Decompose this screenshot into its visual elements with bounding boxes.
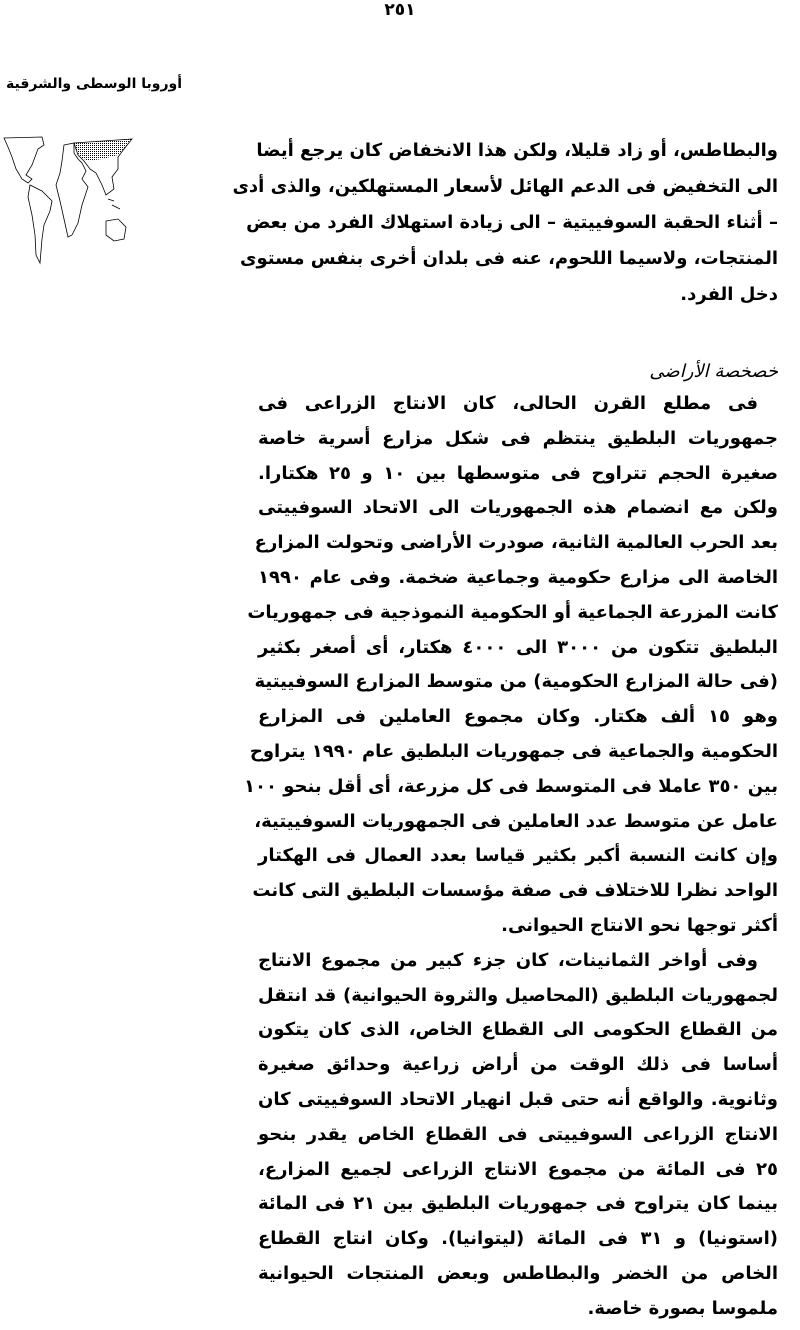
text-line: الحكومية والجماعية فى جمهوريات البلطيق عام ١٩٩٠ يتراوح [249, 740, 778, 762]
text-line: لجمهوريات البلطيق (المحاصيل والثروة الحيوانية) قد انتقل [258, 984, 778, 1006]
page-number: ٢٥١ [384, 0, 416, 20]
text-line: الواحد نظرا للاختلاف فى صفة مؤسسات البلطيق التى كانت [252, 880, 778, 902]
text-line: الخاصة الى مزارع حكومية وجماعية ضخمة. وفى عام ١٩٩٠ [258, 566, 778, 588]
text-line: صغيرة الحجم تتراوح فى متوسطها بين ١٠ و ٢٥ هكتارا. [258, 462, 778, 484]
text-line: (استونيا) و ٣١ فى المائة (ليتوانيا). وكان انتاج القطاع [258, 1228, 778, 1250]
text-line: المنتجات، ولاسيما اللحوم، عنه فى بلدان أخرى بنفس مستوى [239, 248, 778, 269]
text-line: بعد الحرب العالمية الثانية، صودرت الأراضى وتحولت المزارع [254, 532, 778, 554]
text-line: وفى أواخر الثمانينات، كان جزء كبير من مجموع الانتاج [258, 949, 758, 971]
text-line: الى التخفيض فى الدعم الهائل لأسعار المستهلكين، والذى أدى [232, 176, 778, 197]
world-map-icon [2, 135, 134, 265]
text-line: أساسا فى ذلك الوقت من أراض زراعية وحدائق صغيرة [258, 1054, 778, 1076]
text-line: وثانوية. والواقع أنه حتى قبل انهيار الاتحاد السوفييتى كان [258, 1088, 778, 1110]
text-line: ولكن مع انضمام هذه الجمهوريات الى الاتحاد السوفييتى [258, 497, 778, 519]
paragraph-1 [232, 133, 778, 313]
text-line: ٢٥ فى المائة من مجموع الانتاج الزراعى لجميع المزارع، [258, 1158, 778, 1180]
text-line: وإن كانت النسبة أكبر بكثير قياسا بعدد العمال فى الهكتار [258, 845, 778, 867]
text-line: – أثناء الحقبة السوفييتية – الى زيادة استهلاك الفرد من بعض [246, 212, 778, 233]
section-heading: خصخصة الأراضى [649, 361, 778, 382]
text-line: الانتاج الزراعى السوفييتى فى القطاع الخاص يقدر بنحو [258, 1123, 778, 1145]
text-line: فى مطلع القرن الحالى، كان الانتاج الزراعى فى [258, 393, 758, 414]
text-line: الخاص من الخضر والبطاطس وبعض المنتجات الحيوانية [258, 1262, 778, 1284]
text-line: ملموسا بصورة خاصة. [587, 1297, 778, 1319]
text-line: كانت المزرعة الجماعية أو الحكومية النموذجية فى جمهوريات [247, 601, 778, 623]
text-line: أكثر توجها نحو الانتاج الحيوانى. [501, 914, 778, 936]
text-line: (فى حالة المزارع الحكومية) من متوسط المزارع السوفييتية [254, 671, 778, 693]
text-line: بين ٣٥٠ عاملا فى المتوسط فى كل مزرعة، أى أقل بنحو ١٠٠ [244, 775, 778, 797]
text-line: والبطاطس، أو زاد قليلا، ولكن هذا الانخفاض كان يرجع أيضا [256, 140, 778, 161]
text-line: وهو ١٥ ألف هكتار. وكان مجموع العاملين فى المزارع [258, 706, 778, 728]
text-line: بينما كان يتراوح فى جمهوريات البلطيق بين ٢١ فى المائة [258, 1193, 778, 1215]
text-line: البلطيق تتكون من ٣٠٠٠ الى ٤٠٠٠ هكتار، أى أصغر بكثير [258, 636, 778, 658]
paragraph-2 [244, 387, 778, 1327]
text-line: دخل الفرد. [680, 284, 778, 305]
running-header: أوروبا الوسطى والشرقية [6, 76, 183, 92]
text-line: عامل عن متوسط عدد العاملين فى الجمهوريات السوفييتية، [254, 810, 778, 832]
text-line: من القطاع الحكومى الى القطاع الخاص، الذى كان يتكون [258, 1019, 778, 1041]
text-line: جمهوريات البلطيق ينتظم فى شكل مزارع أسرية خاصة [258, 427, 778, 449]
